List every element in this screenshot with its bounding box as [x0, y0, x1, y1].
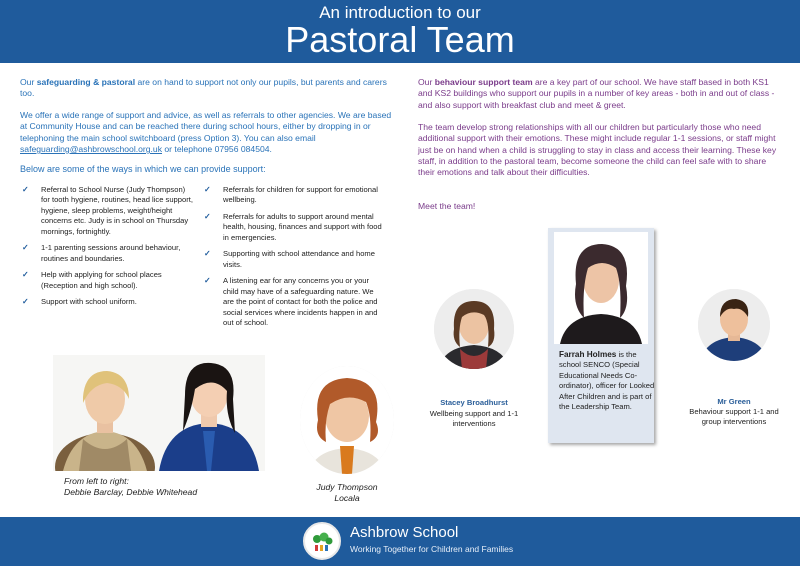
list-item: ✓ Support with school uniform. [22, 297, 137, 307]
farrah-description: Farrah Holmes is the school SENCO (Special Educational Needs Co-ordinator), officer for Looked After Children and is part of the Leadership Team. [559, 350, 655, 412]
check-icon: ✓ [22, 243, 29, 253]
list-item: ✓ Referral to School Nurse (Judy Thompson) for tooth hygiene, routines, head lice support, hygiene, sleep problems, weight/height concerns etc. Judy is in school on Thursday mornings, fortnightly. [22, 185, 193, 236]
ways-heading: Below are some of the ways in which we can provide support: [20, 164, 266, 174]
school-logo [303, 522, 341, 560]
contact-paragraph [20, 110, 392, 155]
behaviour-bold: behaviour support team [434, 77, 533, 87]
check-icon: ✓ [204, 249, 211, 259]
photo-farrah-holmes [554, 232, 648, 344]
list-item: ✓ Referrals for children for support for emotional wellbeing. [204, 185, 378, 205]
list-item: ✓ Referrals for adults to support around mental health, housing, finances and support with food in emergencies. [204, 211, 382, 242]
intro-paragraph [20, 77, 392, 100]
header-banner [0, 0, 800, 63]
list-item: ✓ Help with applying for school places (Reception and high school). [22, 270, 162, 290]
meet-the-team-heading: Meet the team! [418, 201, 476, 211]
relationships-paragraph: The team develop strong relationships with all our children but particularly those who need additional support with their emotions. These might include regular 1-1 sessions, or staff might just be on hand when a child is struggling to stay in class and access their learning. These key staff, in addition to the pastoral team, become someone the child can feel safe with to share their emotions and talk about their difficulties. [418, 122, 777, 178]
photo-stacey-broadhurst [434, 289, 514, 369]
contact-text: We offer a wide range of support and advice, as well as referrals to other agencies. We are based at Community House and can be reached there during school hours, either by dropping in or telephoning the main school switchboard (press Option 3). You can also email [20, 110, 392, 143]
list-item: ✓ Supporting with school attendance and home visits. [204, 249, 375, 269]
farrah-name: Farrah Holmes [559, 350, 617, 359]
behaviour-paragraph: Our behaviour support team are a key part of our school. We have staff based in both KS1 and KS2 buildings who support our pupils in a number of key areas - both in and out of class - and also support with breakfast club and meet & greet. [418, 77, 775, 110]
support-list-col2 [204, 185, 384, 335]
group-photo-illustration [53, 355, 265, 471]
intro-pre: Our [20, 77, 37, 87]
email-link[interactable]: safeguarding@ashbrowschool.org.uk [20, 144, 163, 155]
check-icon: ✓ [22, 297, 29, 307]
contact-phone-text: or telephone 07956 084504. [162, 144, 272, 155]
support-list-col1 [22, 185, 194, 314]
header-subtitle: An introduction to our [319, 3, 481, 22]
group-caption: From left to right: Debbie Barclay, Debbie Whitehead [64, 476, 198, 498]
green-role: Behaviour support 1-1 and group interventions [689, 407, 779, 427]
photo-mr-green [698, 289, 770, 361]
green-name: Mr Green [717, 397, 751, 406]
school-name: Ashbrow School [350, 524, 459, 541]
check-icon: ✓ [204, 211, 211, 221]
stacey-role: Wellbeing support and 1-1 interventions [429, 409, 519, 429]
intro-post: are on hand to support not only our pupils, but parents and carers too. [20, 77, 387, 99]
list-item: ✓ 1-1 parenting sessions around behaviour, routines and boundaries. [22, 243, 181, 263]
photo-debbie-barclay-debbie-whitehead [53, 355, 265, 471]
intro-bold: safeguarding & pastoral [36, 77, 136, 87]
check-icon: ✓ [204, 185, 211, 194]
check-icon: ✓ [22, 270, 29, 280]
check-icon: ✓ [22, 185, 29, 194]
stacey-name: Stacey Broadhurst [440, 398, 508, 407]
page-title: Pastoral Team [285, 19, 515, 60]
judy-caption: Judy Thompson Locala [316, 482, 378, 504]
school-tagline: Working Together for Children and Families [350, 544, 514, 554]
list-item: ✓ A listening ear for any concerns you or your child may have of a safeguarding nature. We are the point of contact for both the police and social services where incidents happen in and out of school. [204, 276, 378, 328]
check-icon: ✓ [204, 276, 211, 286]
photo-judy-thompson [300, 366, 394, 474]
